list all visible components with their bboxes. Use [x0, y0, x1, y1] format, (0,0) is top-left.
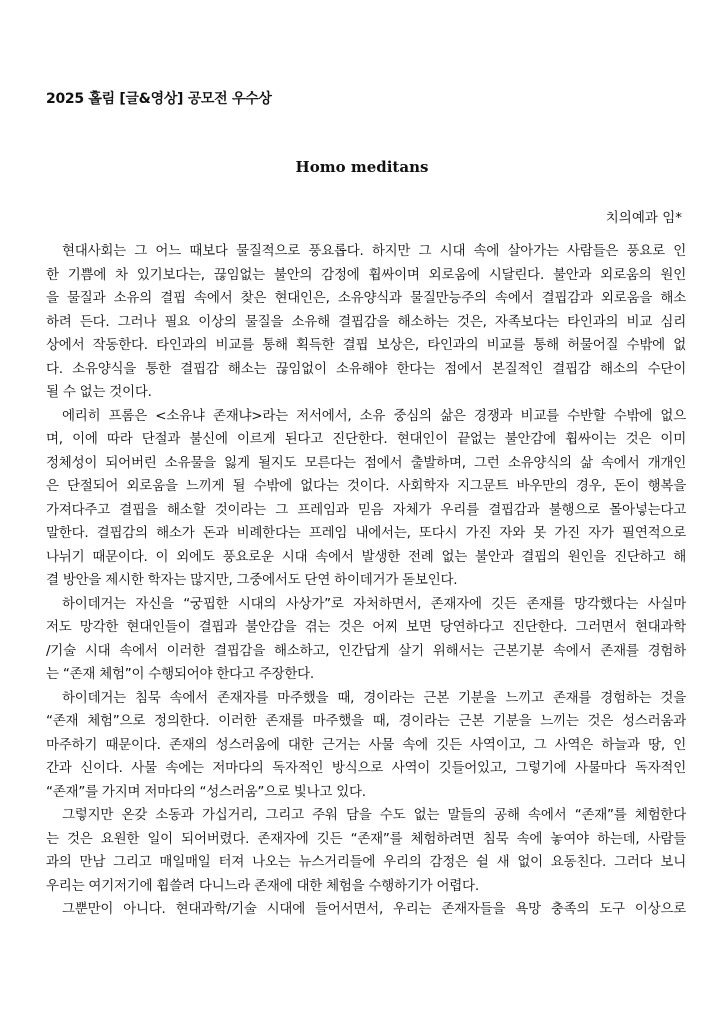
text-line: 은 단절되어 외로움을 느끼게 될 수밖에 없다는 것이다. 사회학자 지그문트 바우만의 경우, 돈이 행복을 — [46, 478, 686, 494]
text-line: 을 물질과 소유의 결핍 속에서 찾은 현대인은, 소유양식과 물질만능주의 속에서 결핍감과 외로움을 해소 — [46, 290, 686, 306]
text-line: 과의 만남 그리고 매일매일 터져 나오는 뉴스거리들에 우리의 감정은 쉴 새 없이 요동친다. 그러다 보니 — [46, 854, 686, 870]
text-line: “존재 체험”으로 정의한다. 이러한 존재를 마주했을 때, 경이라는 근본 기분을 느끼는 것은 성스러움과 — [46, 713, 686, 729]
text-line: 나뉘기 때문이다. 이 외에도 풍요로운 시대 속에서 발생한 전례 없는 불안과 결핍의 원인을 진단하고 해 — [46, 548, 686, 565]
text-line: 결 방안을 제시한 학자는 많지만, 그중에서도 단연 하이데거가 돋보인다. — [46, 572, 458, 588]
text-line: 상에서 작동한다. 타인과의 비교를 통해 획득한 결핍 보상은, 타인과의 비교를 통해 허물어질 수밖에 없 — [46, 337, 686, 353]
text-line: 마주하기 때문이다. 존재의 성스러움에 대한 근거는 사물 속에 깃든 사역이고, 그 사역은 하늘과 땅, 인 — [46, 736, 686, 753]
essay-body — [46, 240, 686, 922]
text-line: 다. 소유양식을 통한 결핍감 해소는 끊임없이 소유해야 한다는 점에서 본질적인 결핍감 해소의 수단이 — [46, 360, 686, 377]
text-line: 그뿐만이 아니다. 현대과학/기술 시대에 들어서면서, 우리는 존재자들을 욕망 충족의 도구 이상으로 — [62, 901, 686, 917]
text-line: 그렇지만 온갖 소동과 가십거리, 그리고 주워 담을 수도 없는 말들의 공해 속에서 “존재”를 체험한다 — [62, 807, 686, 823]
text-line: 하려 든다. 그러나 필요 이상의 물질을 소유해 결핍감을 해소하는 것은, 자족보다는 타인과의 비교 심리 — [46, 313, 686, 330]
text-line: 간과 신이다. 사물 속에는 저마다의 독자적인 방식으로 사역이 깃들어있고, 그렇기에 사물마다 독자적인 — [46, 760, 686, 776]
essay-title: Homo meditans — [295, 158, 429, 176]
text-line: 말한다. 결핍감의 해소가 돈과 비례한다는 프레임 내에서는, 또다시 가진 자와 못 가진 자가 필연적으로 — [46, 525, 686, 541]
text-line: 는 것은 요원한 일이 되어버렸다. 존재자에 깃든 “존재”를 체험하려면 침묵 속에 놓여야 하는데, 사람들 — [46, 830, 686, 847]
text-line: 될 수 없는 것이다. — [46, 384, 152, 400]
text-line: 하이데거는 자신을 “궁핍한 시대의 사상가”로 자처하면서, 존재자에 깃든 존재를 망각했다는 사실마 — [62, 595, 686, 612]
text-line: 현대사회는 그 어느 때보다 물질적으로 풍요롭다. 하지만 그 시대 속에 살아가는 사람들은 풍요로 인 — [62, 243, 686, 259]
contest-header: 2025 홀림 [글&영상] 공모전 우수상 — [46, 91, 272, 107]
text-line: 우리는 여기저기에 휩쓸려 다니느라 존재에 대한 체험을 수행하기가 어렵다. — [46, 877, 479, 894]
text-line: 에리히 프롬은 <소유냐 존재냐>라는 저서에서, 소유 중심의 삶은 경쟁과 비교를 수반할 수밖에 없으 — [62, 407, 686, 424]
text-line: 며, 이에 따라 단절과 불신에 이르게 된다고 진단한다. 현대인이 끝없는 불안감에 휩싸이는 것은 이미 — [46, 431, 686, 447]
text-line: 저도 망각한 현대인들이 결핍과 불안감을 겪는 것은 어찌 보면 당연하다고 진단한다. 그러면서 현대과학 — [46, 619, 686, 635]
text-line: 한 기쁨에 차 있기보다는, 끊임없는 불안의 감정에 휩싸이며 외로움에 시달린다. 불안과 외로움의 원인 — [46, 266, 686, 283]
text-line: 정체성이 되어버린 소유물을 잃게 될지도 모른다는 점에서 출발하며, 그런 소유양식의 삶 속에서 개개인 — [46, 454, 686, 471]
text-line: 는 “존재 체험”이 수행되어야 한다고 주장한다. — [46, 666, 314, 682]
text-line: /기술 시대 속에서 이러한 결핍감을 해소하고, 인간답게 살기 위해서는 근본기분 속에서 존재를 경험하 — [46, 642, 686, 659]
text-line: 하이데거는 침묵 속에서 존재자를 마주했을 때, 경이라는 근본 기분을 느끼고 존재를 경험하는 것을 — [62, 689, 686, 706]
author-line: 치의예과 임* — [605, 210, 682, 226]
text-line: “존재”를 가지며 저마다의 “성스러움”으로 빛나고 있다. — [46, 783, 366, 800]
text-line: 가져다주고 결핍을 해소할 것이라는 그 프레임과 믿음 자체가 우리를 결핍감과 불행으로 몰아넣는다고 — [46, 501, 686, 518]
